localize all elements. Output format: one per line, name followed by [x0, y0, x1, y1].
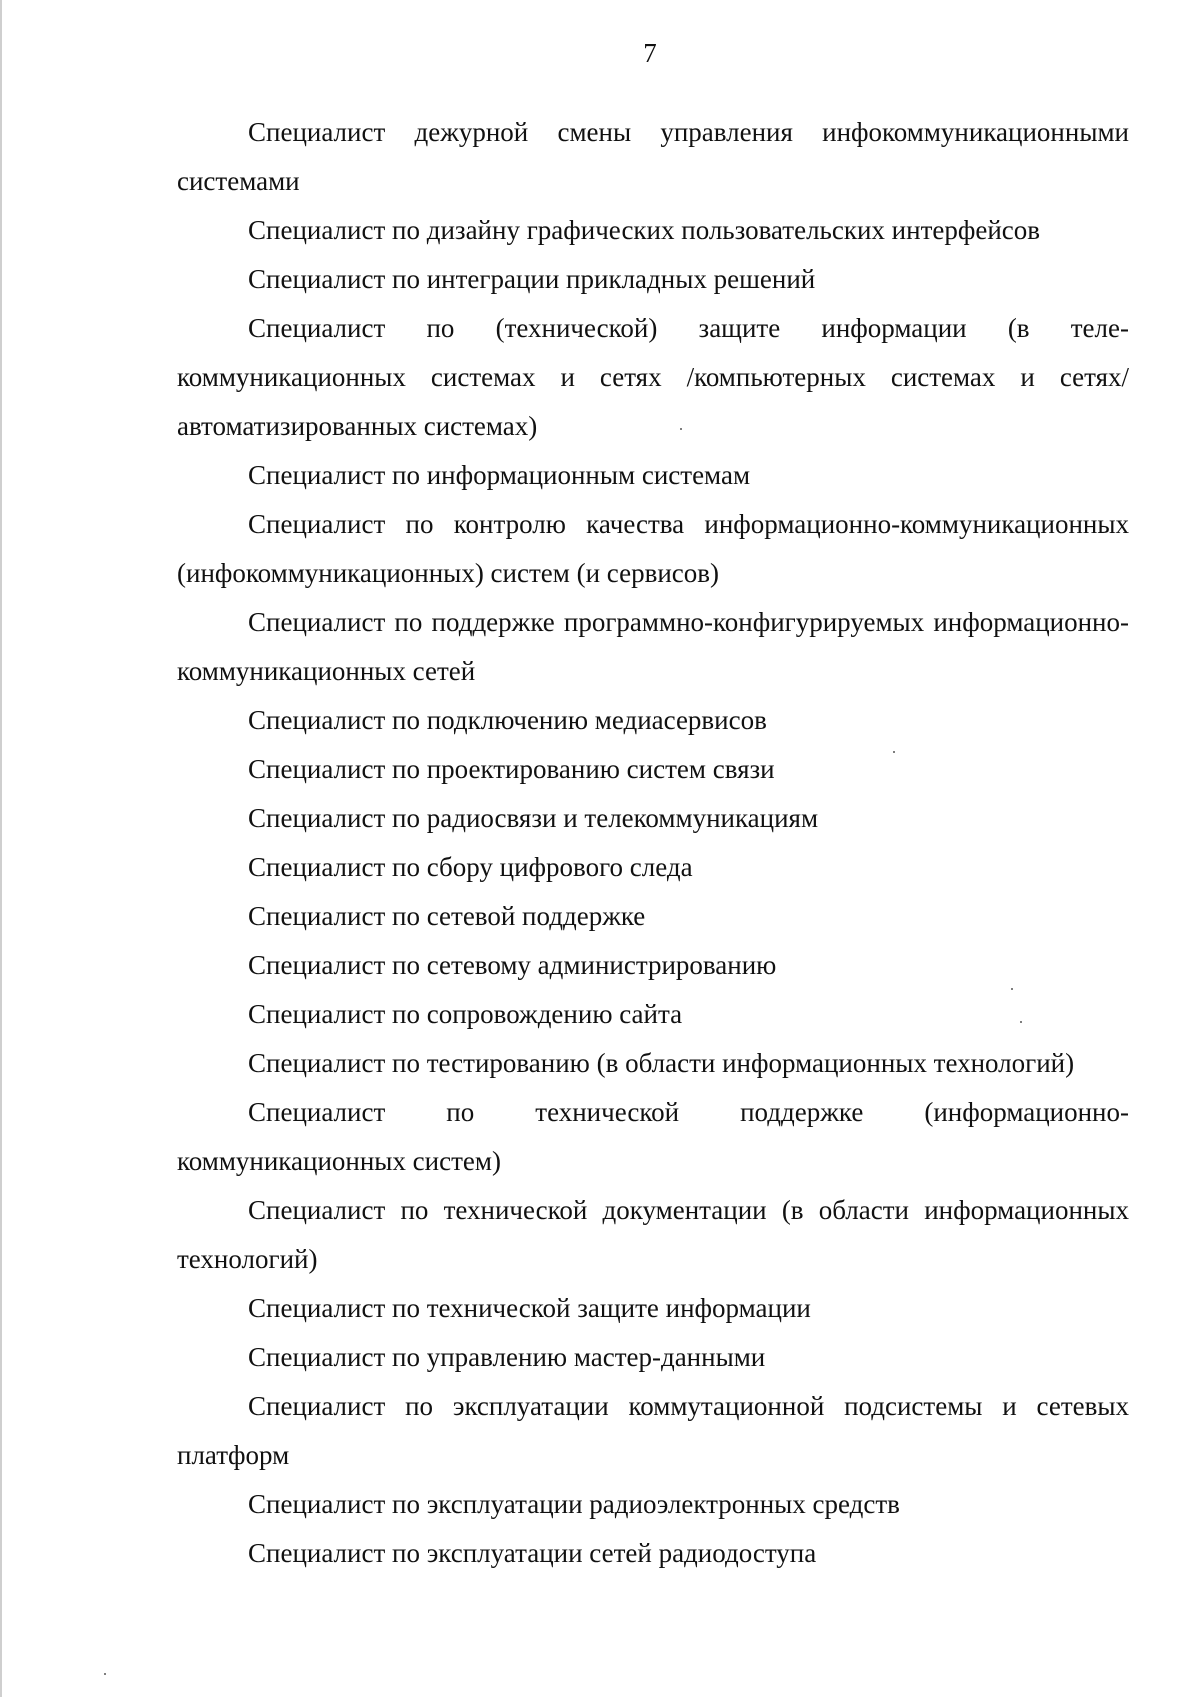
list-item: Специалист по эксплуатации сетей радиодоступа: [248, 1538, 817, 1568]
list-item: Специалист по дизайну графических пользовательских интерфейсов: [248, 215, 1041, 245]
list-item: Специалист по поддержке программно-конфигурируемых информационно-коммуникационных сетей: [177, 607, 1129, 686]
list-item: Специалист по сбору цифрового следа: [248, 852, 693, 882]
list-item: Специалист по контролю качества информационно-коммуникационных (инфокоммуникационных) систем (и сервисов): [177, 509, 1129, 588]
list-item: Специалист по сетевому администрированию: [248, 950, 777, 980]
list-item: Специалист по информационным системам: [248, 460, 751, 490]
page-number: 7: [643, 38, 657, 68]
list-item: Специалист по технической поддержке (информационно-коммуникационных систем): [177, 1097, 1129, 1176]
list-item: Специалист по проектированию систем связи: [248, 754, 775, 784]
list-item: Специалист по технической защите информации: [248, 1293, 811, 1323]
list-item: Специалист по сетевой поддержке: [248, 901, 646, 931]
list-item: Специалист по интеграции прикладных решений: [248, 264, 816, 294]
scan-edge-line: [0, 0, 2, 1697]
list-item: Специалист по радиосвязи и телекоммуникациям: [248, 803, 819, 833]
list-item: Специалист по эксплуатации коммутационной подсистемы и сетевых платформ: [177, 1391, 1129, 1470]
scan-speck: [104, 1673, 106, 1675]
scan-speck: [893, 751, 895, 753]
list-item: Специалист по подключению медиасервисов: [248, 705, 767, 735]
list-item: Специалист по технической документации (в области информационных технологий): [177, 1195, 1129, 1274]
scan-speck: [1020, 1021, 1022, 1023]
list-item: Специалист по управлению мастер-данными: [248, 1342, 766, 1372]
document-body: [177, 108, 1129, 1578]
scan-speck: [1011, 988, 1013, 990]
list-item: Специалист по тестированию (в области информационных технологий): [248, 1048, 1075, 1078]
list-item: Специалист дежурной смены управления инфокоммуникационными системами: [177, 117, 1129, 196]
list-item: Специалист по (технической) защите информации (в теле-коммуникационных системах и сетях /компьютерных системах и сетях/автоматизированных системах): [177, 313, 1129, 441]
list-item: Специалист по сопровождению сайта: [248, 999, 683, 1029]
list-item: Специалист по эксплуатации радиоэлектронных средств: [248, 1489, 900, 1519]
scan-speck: [680, 428, 682, 430]
